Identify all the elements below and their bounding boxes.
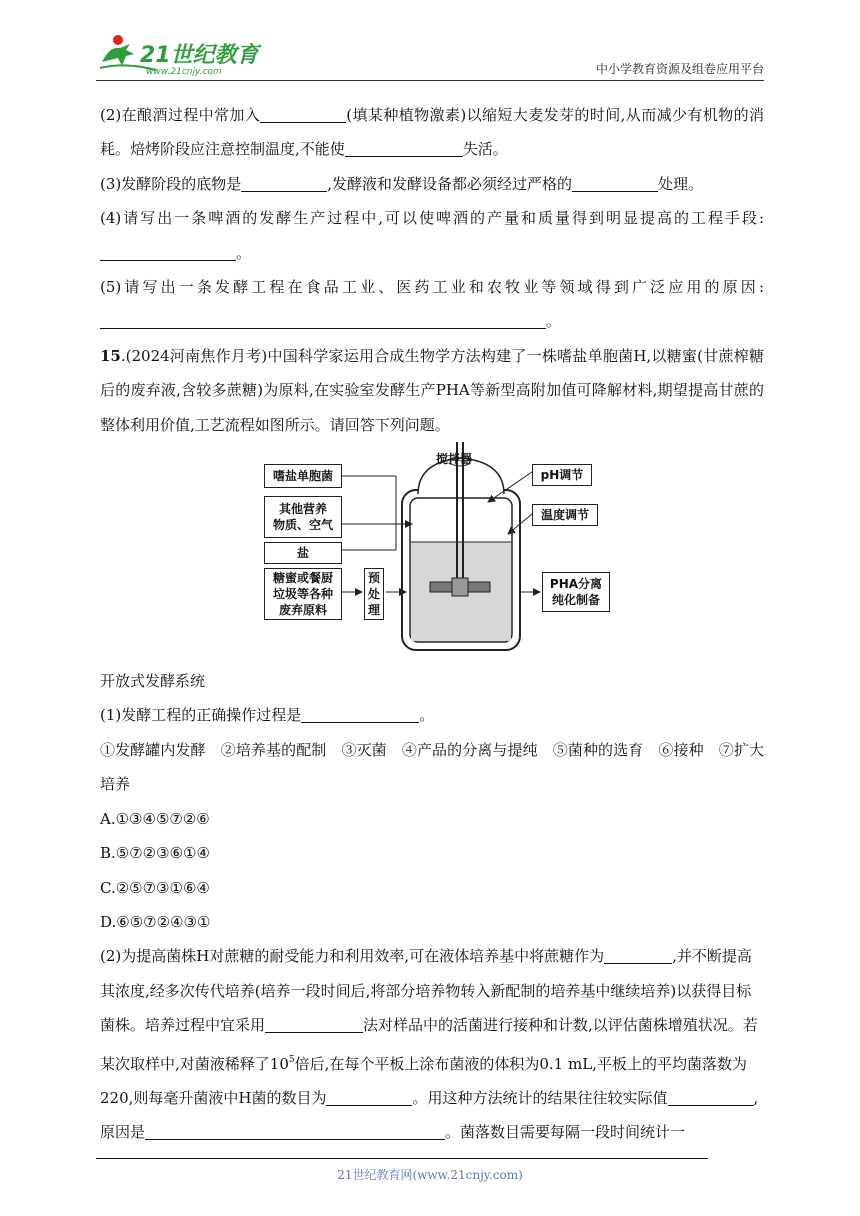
site-logo — [96, 32, 296, 76]
option-a[interactable]: A.①③④⑤⑦②⑥ — [100, 809, 210, 828]
answer-blank[interactable] — [301, 704, 419, 723]
answer-blank[interactable] — [145, 1121, 445, 1140]
input-bacteria-box: 嗜盐单胞菌 — [264, 464, 342, 488]
q15-intro: 15.(2024河南焦作月考)中国科学家运用合成生物学方法构建了一株嗜盐单胞菌H,以糖蜜(甘蔗榨糖后的废弃液,含较多蔗糖)为原料,在实验室发酵生产PHA等新型高附加值可降解材料,期望提高甘蔗的整体利用价值,工艺流程如图所示。请回答下列问题。 — [100, 346, 764, 434]
q14-part5: (5)请写出一条发酵工程在食品工业、医药工业和农牧业等领域得到广泛应用的原因:。 — [100, 278, 764, 331]
answer-blank[interactable] — [265, 1014, 363, 1033]
page-header — [96, 30, 764, 82]
stirrer-label: 搅拌器 — [436, 452, 473, 467]
option-d[interactable]: D.⑥⑤⑦②④③① — [100, 912, 211, 931]
answer-blank[interactable] — [100, 310, 546, 329]
q14-part3: (3)发酵阶段的底物是 ,发酵液和发酵设备都必须经过严格的 处理。 — [100, 174, 704, 193]
q15-part1-steps: ①发酵罐内发酵 ②培养基的配制 ③灭菌 ④产品的分离与提纯 ⑤菌种的选育 ⑥接种 ⑦扩大培养 — [100, 740, 764, 794]
ph-control-box: pH调节 — [532, 464, 592, 486]
answer-blank[interactable] — [326, 1087, 412, 1106]
answer-blank[interactable] — [572, 173, 658, 192]
answer-blank[interactable] — [260, 104, 346, 123]
platform-name: 中小学教育资源及组卷应用平台 — [595, 62, 764, 76]
answer-blank[interactable] — [241, 173, 327, 192]
output-pha-box: PHA分离 纯化制备 — [542, 572, 610, 612]
header-divider — [96, 80, 764, 81]
fermentation-diagram — [100, 442, 764, 664]
page-footer: 21世纪教育网(www.21cnjy.com) — [337, 1168, 523, 1182]
input-raw-material-box: 糖蜜或餐厨 垃圾等各种 废弃原料 — [264, 568, 342, 620]
svg-text:21世纪教育: 21世纪教育 — [140, 43, 259, 68]
footer-divider — [96, 1158, 708, 1159]
svg-text:www.21cnjy.com: www.21cnjy.com — [146, 67, 222, 76]
question-number: 15 — [100, 346, 121, 365]
q14-part2: (2)在酿酒过程中常加入 (填某种植物激素)以缩短大麦发芽的时间,从而减少有机物的消耗。焙烤阶段应注意控制温度,不能使 失活。 — [100, 106, 765, 159]
diagram-caption: 开放式发酵系统 — [100, 672, 206, 691]
answer-blank[interactable] — [100, 242, 236, 261]
q14-part4: (4)请写出一条啤酒的发酵生产过程中,可以使啤酒的产量和质量得到明显提高的工程手段:。 — [100, 209, 764, 262]
input-salt-box: 盐 — [264, 542, 342, 564]
answer-blank[interactable] — [668, 1087, 754, 1106]
q15-part1: (1)发酵工程的正确操作过程是 。 — [100, 706, 435, 725]
pretreatment-box: 预 处 理 — [364, 568, 384, 620]
option-c[interactable]: C.②⑤⑦③①⑥④ — [100, 878, 210, 897]
answer-blank[interactable] — [345, 138, 463, 157]
option-b[interactable]: B.⑤⑦②③⑥①④ — [100, 844, 210, 863]
question-content — [100, 98, 764, 1150]
input-nutrients-box: 其他营养 物质、空气 — [264, 496, 342, 538]
temp-control-box: 温度调节 — [532, 504, 598, 526]
q15-part2: (2)为提高菌株H对蔗糖的耐受能力和利用效率,可在液体培养基中将蔗糖作为 ,并不断提高其浓度,经多次传代培养(培养一段时间后,将部分培养物转入新配制的培养基中继续培养)以获得目标菌株。培养过程中宜采用 法对样品中的活菌进行接种和计数,以评估菌株增殖状况。若某次取样中,对菌液稀释了$10^5$倍后,在每个平板上涂布菌液的体积为0.1 mL,平板上的平均菌落数为220,则每毫升菌液中H菌的数目为 。用这种方法统计的结果往往较实际值 ,原因是 。菌落数目需要每隔一段时间统计一 — [100, 947, 759, 1142]
answer-blank[interactable] — [604, 945, 672, 964]
